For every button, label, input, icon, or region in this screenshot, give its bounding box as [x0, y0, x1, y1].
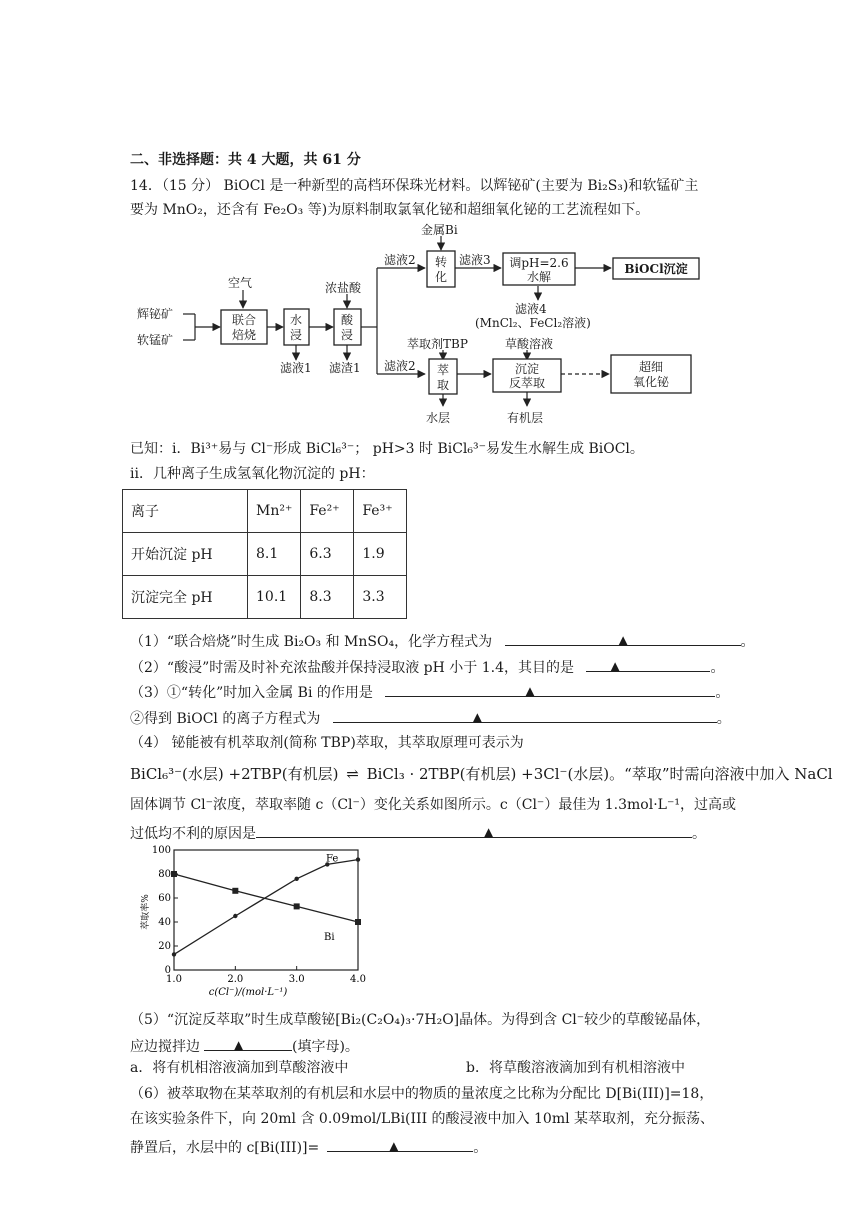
question-5-line2-text: 应边搅拌边 — [130, 1039, 200, 1055]
extraction-rate-chart — [138, 842, 368, 1002]
table-cell: 10.1 — [248, 576, 301, 619]
period: 。 — [692, 826, 706, 842]
answer-blank-3b[interactable] — [333, 706, 717, 723]
flow-product1: BiOCl沉淀 — [624, 262, 688, 276]
table-cell: 3.3 — [354, 576, 407, 619]
question-5-line2 — [130, 1034, 359, 1057]
chart-y-axis-label: 萃取率% — [141, 894, 151, 930]
process-flow-diagram — [125, 222, 745, 432]
data-point-fe — [172, 952, 176, 956]
table-cell: 1.9 — [354, 533, 407, 576]
table-header-cell: Mn²⁺ — [248, 490, 301, 533]
question-2-text: （2）“酸浸”时需及时补充浓盐酸并保持浸取液 pH 小于 1.4，其目的是 — [130, 660, 575, 676]
flow-product2-2: 氧化铋 — [632, 375, 670, 389]
x-tick-label: 4.0 — [350, 974, 366, 985]
known-ii: ii．几种离子生成氢氧化物沉淀的 pH： — [130, 466, 375, 482]
series-label-fe: Fe — [326, 853, 339, 865]
question-6-line3-text: 静置后，水层中的 c[Bi(III)]= — [130, 1140, 320, 1156]
period: 。 — [715, 685, 730, 701]
table-row — [123, 533, 407, 576]
question-6-line2: 在该实验条件下，向 20ml 含 0.09mol/LBi(III 的酸浸液中加入 10ml 某萃取剂，充分振荡、 — [130, 1111, 715, 1127]
question-5-line1: （5）“沉淀反萃取”时生成草酸铋[Bi₂(C₂O₄)₃·7H₂O]晶体。为得到含 Cl⁻较少的草酸铋晶体， — [130, 1012, 711, 1028]
flow-residue1: 滤渣1 — [329, 361, 361, 375]
data-point-fe — [294, 877, 298, 881]
answer-mark: ▲ — [484, 825, 494, 839]
equilibrium-arrow: ⇌ — [346, 765, 359, 783]
flow-acid-2: 浸 — [340, 328, 354, 342]
table-row — [123, 576, 407, 619]
flow-filtrate4: 滤液4 — [515, 302, 547, 316]
data-point-fe — [356, 857, 360, 861]
option-b: b．将草酸溶液滴加到有机相溶液中 — [466, 1060, 685, 1076]
question-6-line1: （6）被萃取物在某萃取剂的有机层和水层中的物质的量浓度之比称为分配比 D[Bi(III)]=18， — [130, 1086, 714, 1102]
x-tick-label: 1.0 — [166, 974, 182, 985]
flow-roast-2: 焙烧 — [231, 328, 257, 342]
flow-conv-2: 化 — [434, 270, 448, 284]
flow-filtrate2-bottom: 滤液2 — [384, 359, 416, 373]
question-4-line4 — [130, 821, 706, 844]
question-3b — [130, 706, 731, 729]
flow-water-1: 水 — [289, 313, 303, 327]
period: 。 — [710, 660, 725, 676]
question-1 — [130, 629, 755, 652]
flow-water-layer: 水层 — [426, 411, 451, 425]
question-6-line3 — [130, 1135, 487, 1158]
chart-x-axis-label: c(Cl⁻)/(mol·L⁻¹) — [208, 987, 288, 998]
flow-organic-layer: 有机层 — [507, 411, 544, 425]
table-cell: 6.3 — [301, 533, 354, 576]
table-cell: 沉淀完全 pH — [123, 576, 248, 619]
question-5-fill-hint: (填字母)。 — [292, 1039, 359, 1055]
flow-bi-metal: 金属Bi — [421, 223, 458, 237]
x-tick-label: 2.0 — [227, 974, 244, 985]
flow-air: 空气 — [228, 276, 253, 290]
data-point-bi — [355, 919, 361, 925]
question-3a — [130, 680, 729, 703]
y-tick-label: 20 — [158, 941, 171, 952]
ion-ph-table — [122, 489, 407, 619]
flow-oxalic: 草酸溶液 — [505, 337, 554, 351]
answer-blank-6[interactable] — [327, 1135, 473, 1152]
answer-mark: ▲ — [618, 633, 628, 647]
flow-filtrate4-detail: (MnCl₂、FeCl₂溶液) — [475, 316, 591, 330]
y-tick-label: 60 — [158, 893, 171, 904]
table-cell: 开始沉淀 pH — [123, 533, 248, 576]
flow-filtrate2-top: 滤液2 — [384, 253, 416, 267]
flow-extract-2: 取 — [436, 378, 450, 392]
chart-frame — [174, 850, 358, 970]
flow-ph-1: 调pH=2.6 — [509, 256, 569, 270]
answer-mark: ▲ — [389, 1139, 399, 1153]
answer-mark: ▲ — [610, 659, 620, 673]
flow-hcl: 浓盐酸 — [325, 281, 362, 295]
period: 。 — [740, 634, 755, 650]
flow-ph-2: 水解 — [526, 270, 552, 284]
equation-products: BiCl₃ · 2TBP(有机层) +3Cl⁻(水层) — [366, 765, 610, 783]
flow-acid-1: 酸 — [340, 313, 354, 327]
option-a: a．将有机相溶液滴加到草酸溶液中 — [130, 1060, 349, 1076]
series-line-bi — [174, 874, 358, 922]
table-cell: 8.1 — [248, 533, 301, 576]
series-label-bi: Bi — [324, 932, 335, 943]
question-4-line1: （4） 铋能被有机萃取剂(简称 TBP)萃取，其萃取原理可表示为 — [130, 735, 524, 751]
data-point-bi — [232, 888, 238, 894]
answer-blank-1[interactable] — [505, 629, 741, 646]
flow-ore1: 辉铋矿 — [137, 307, 174, 321]
answer-blank-4[interactable] — [256, 821, 692, 838]
flow-extract-1: 萃 — [436, 363, 450, 377]
data-point-bi — [171, 871, 177, 877]
flow-water-2: 浸 — [289, 328, 303, 342]
question-4-equation — [130, 764, 833, 784]
y-tick-label: 80 — [158, 869, 171, 880]
answer-blank-3a[interactable] — [385, 680, 715, 697]
equation-reactants: BiCl₆³⁻(水层) +2TBP(有机层) — [130, 765, 339, 783]
table-header-row — [123, 490, 407, 533]
question-1-text: （1）“联合焙烧”时生成 Bi₂O₃ 和 MnSO₄，化学方程式为 — [130, 634, 493, 650]
flow-precip-2: 反萃取 — [508, 376, 546, 390]
answer-mark: ▲ — [472, 710, 483, 724]
table-cell: 8.3 — [301, 576, 354, 619]
question-14-line1: 14．（15 分） BiOCl 是一种新型的高档环保珠光材料。以辉铋矿(主要为 Bi₂S₃)和软锰矿主 — [130, 178, 699, 194]
data-point-fe — [233, 914, 237, 918]
y-tick-label: 100 — [151, 845, 171, 856]
flow-filtrate1: 滤液1 — [280, 361, 312, 375]
period: 。 — [473, 1140, 488, 1156]
question-4-line3: 固体调节 Cl⁻浓度，萃取率随 c（Cl⁻）变化关系如图所示。c（Cl⁻）最佳为 1.3mol·L⁻¹，过高或 — [130, 797, 736, 813]
question-14-line2: 要为 MnO₂，还含有 Fe₂O₃ 等)为原料制取氯氧化铋和超细氧化铋的工艺流程如下。 — [130, 202, 650, 218]
known-i: 已知：i．Bi³⁺易与 Cl⁻形成 BiCl₆³⁻； pH>3 时 BiCl₆³⁻易发生水解生成 BiOCl。 — [130, 441, 644, 457]
equation-tail: 。“萃取”时需向溶液中加入 NaCl — [609, 765, 833, 783]
flow-tbp: 萃取剂TBP — [407, 337, 468, 351]
flow-roast-1: 联合 — [231, 313, 257, 327]
answer-blank-5[interactable] — [204, 1034, 292, 1051]
period: 。 — [716, 711, 731, 727]
flow-precip-1: 沉淀 — [514, 362, 540, 376]
table-header-cell: Fe²⁺ — [301, 490, 354, 533]
answer-mark: ▲ — [234, 1038, 244, 1052]
data-point-bi — [294, 903, 300, 909]
answer-blank-2[interactable] — [586, 655, 710, 672]
table-header-cell: Fe³⁺ — [354, 490, 407, 533]
flow-product2-1: 超细 — [638, 360, 664, 374]
y-tick-label: 0 — [164, 965, 171, 976]
flow-ore2: 软锰矿 — [137, 333, 174, 347]
question-2 — [130, 655, 724, 678]
question-3a-text: （3）①“转化”时加入金属 Bi 的作用是 — [130, 685, 373, 701]
section-title: 二、非选择题：共 4 大题，共 61 分 — [130, 152, 361, 168]
x-tick-label: 3.0 — [288, 974, 305, 985]
flow-filtrate3: 滤液3 — [459, 253, 491, 267]
question-4-line4-text: 过低均不利的原因是 — [130, 826, 256, 842]
question-3b-text: ②得到 BiOCl 的离子方程式为 — [130, 711, 321, 727]
table-header-cell: 离子 — [123, 490, 248, 533]
flow-conv-1: 转 — [434, 255, 448, 269]
answer-mark: ▲ — [525, 684, 535, 698]
y-tick-label: 40 — [158, 917, 171, 928]
